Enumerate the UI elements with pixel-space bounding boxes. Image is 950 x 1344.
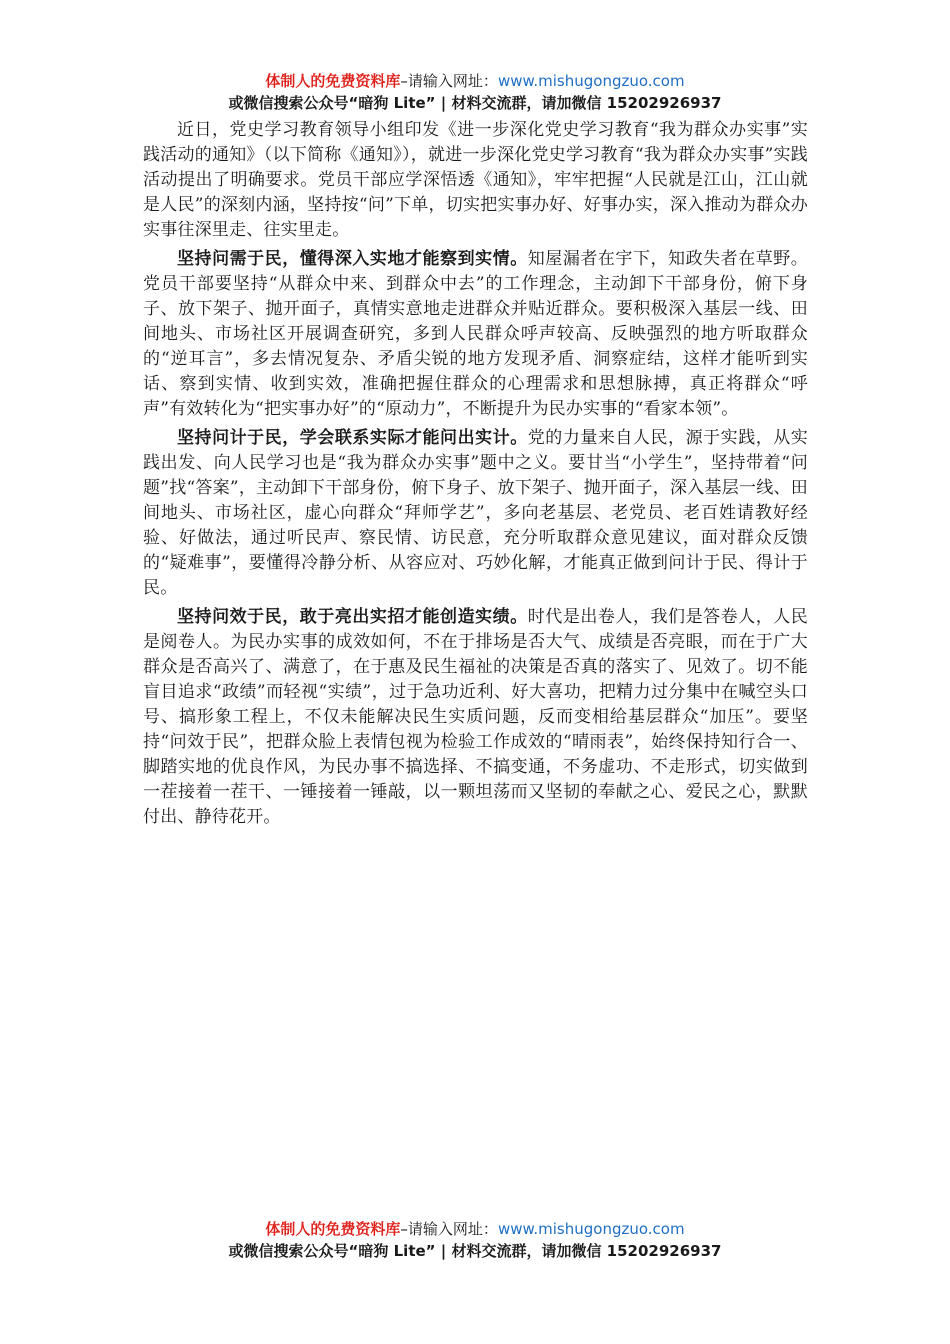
section-body-3: 时代是出卷人，我们是答卷人，人民是阅卷人。为民办实事的成效如何，不在于排场是否大气、成绩是否亮眼，而在于广大群众是否高兴了、满意了，在于惠及民生福祉的决策是否真的落实了、见效了。切不能盲目追求“政绩”而轻视“实绩”，过于急功近利、好大喜功，把精力过分集中在喊空头口号、搞形象工程上，不仅未能解决民生实质问题，反而变相给基层群众“加压”。要坚持“问效于民”，把群众脸上表情包视为检验工作成效的“晴雨表”，始终保持知行合一、脚踏实地的优良作风，为民办事不搞选择、不搞变通，不务虚功、不走形式，切实做到一茬接着一茬干、一锤接着一锤敲，以一颗坦荡而又坚韧的奉献之心、爱民之心，默默付出、静待花开。 [143,607,809,827]
header-line-2: 或微信搜索公众号“暗狗 Lite” | 材料交流群，请加微信 15202926937 [228,94,722,112]
article-body [143,118,808,834]
section-paragraph-3 [143,605,808,830]
section-heading-1: 坚持问需于民，懂得深入实地才能察到实情。 [177,249,528,269]
header-brand: 体制人的免费资料库 [265,72,401,90]
header-banner [0,70,950,114]
footer-prompt: –请输入网址： [400,1220,498,1238]
header-url-link[interactable]: www.mishugongzuo.com [497,72,685,90]
intro-paragraph: 近日，党史学习教育领导小组印发《进一步深化党史学习教育“我为群众办实事”实践活动的通知》（以下简称《通知》），就进一步深化党史学习教育“我为群众办实事”实践活动提出了明确要求。党员干部应学深悟透《通知》，牢牢把握“人民就是江山，江山就是人民”的深刻内涵，坚持按“问”下单，切实把实事办好、好事办实，深入推动为群众办实事往深里走、往实里走。 [143,120,808,240]
section-body-1: 知屋漏者在宇下，知政失者在草野。党员干部要坚持“从群众中来、到群众中去”的工作理念，主动卸下干部身份，俯下身子、放下架子、抛开面子，真情实意地走进群众并贴近群众。要积极深入基层一线、田间地头、市场社区开展调查研究，多到人民群众呼声较高、反映强烈的地方听取群众的“逆耳言”，多去情况复杂、矛盾尖锐的地方发现矛盾、洞察症结，这样才能听到实话、察到实情、收到实效，准确把握住群众的心理需求和思想脉搏，真正将群众“呼声”有效转化为“把实事办好”的“原动力”，不断提升为民办实事的“看家本领”。 [143,249,809,419]
section-body-2: 党的力量来自人民，源于实践，从实践出发、向人民学习也是“我为群众办实事”题中之义。要甘当“小学生”，坚持带着“问题”找“答案”，主动卸下干部身份，俯下身子、放下架子、抛开面子，深入基层一线、田间地头、市场社区，虚心向群众“拜师学艺”，多向老基层、老党员、老百姓请教好经验、好做法，通过听民声、察民情、访民意，充分听取群众意见建议，面对群众反馈的“疑难事”，要懂得冷静分析、从容应对、巧妙化解，才能真正做到问计于民、得计于民。 [143,428,809,598]
header-prompt: –请输入网址： [400,72,498,90]
section-heading-3: 坚持问效于民，敢于亮出实招才能创造实绩。 [177,607,528,627]
header-line-1 [0,70,950,92]
section-paragraph-2 [143,426,808,601]
section-heading-2: 坚持问计于民，学会联系实际才能问出实计。 [177,428,528,448]
footer-url-link[interactable]: www.mishugongzuo.com [497,1220,685,1238]
section-paragraph-1 [143,247,808,422]
footer-line-2: 或微信搜索公众号“暗狗 Lite” | 材料交流群，请加微信 15202926937 [228,1242,722,1260]
footer-brand: 体制人的免费资料库 [265,1220,401,1238]
footer-line-1 [0,1218,950,1240]
footer-banner [0,1218,950,1262]
